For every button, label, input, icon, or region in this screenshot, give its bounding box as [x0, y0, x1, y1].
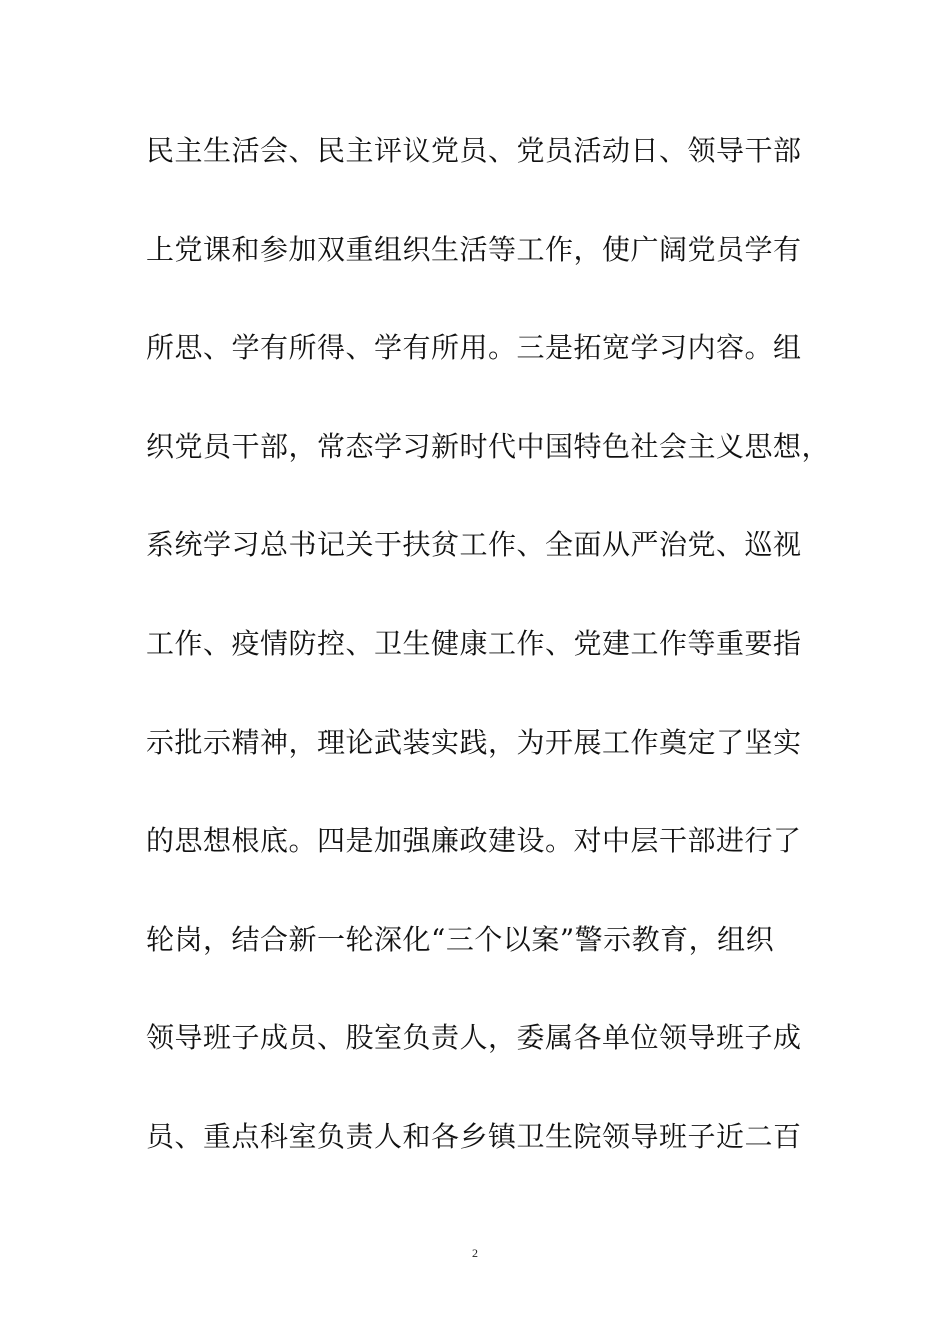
text-line: 轮岗，结合新一轮深化“三个以案”警示教育，组织 [146, 922, 775, 956]
text-line: 所思、学有所得、学有所用。三是拓宽学习内容。组 [146, 331, 802, 365]
text-line: 民主生活会、民主评议党员、党员活动日、领导干部 [146, 134, 802, 167]
text-line: 上党课和参加双重组织生活等工作，使广阔党员学有 [146, 232, 802, 266]
text-line: 的思想根底。四是加强廉政建设。对中层干部进行了 [146, 824, 802, 858]
text-line: 织党员干部，常态学习新时代中国特色社会主义思想， [146, 429, 831, 463]
text-line: 员、重点科室负责人和各乡镇卫生院领导班子近二百 [146, 1119, 802, 1153]
page-number: 2 [472, 1246, 478, 1260]
text-line: 系统学习总书记关于扶贫工作、全面从严治党、巡视 [146, 528, 802, 562]
text-line: 工作、疫情防控、卫生健康工作、党建工作等重要指 [146, 626, 802, 660]
body-text [146, 126, 831, 1211]
text-line: 领导班子成员、股室负责人，委属各单位领导班子成 [146, 1021, 802, 1055]
text-line: 示批示精神，理论武装实践，为开展工作奠定了坚实 [146, 725, 802, 759]
